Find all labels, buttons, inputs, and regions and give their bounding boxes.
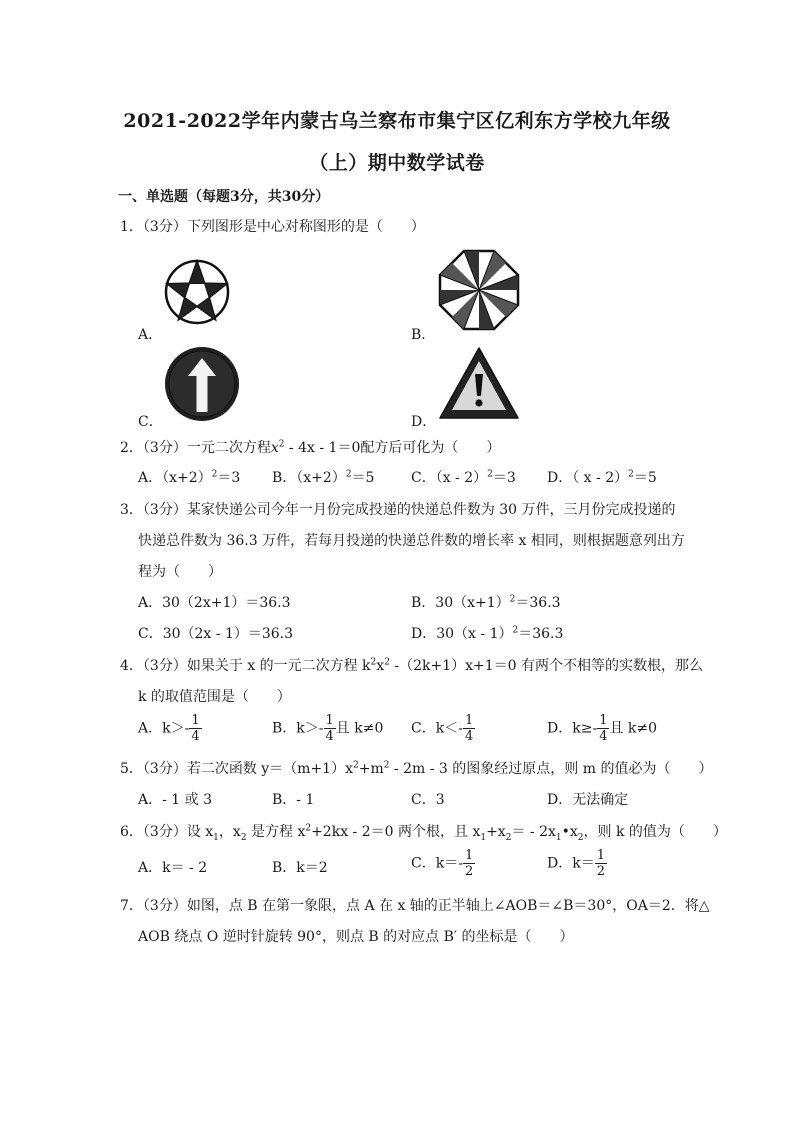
octagon-pinwheel-figure [437,248,521,332]
q4-d-text: D．k≥ [547,720,593,737]
q4-text-end: -（2k+1）x+1＝0 有两个不相等的实数根，那么 [389,658,704,674]
q2-option-d [547,467,657,487]
q6-sub5: 1 [555,832,562,843]
q6-c-fraction [463,848,475,879]
q4-d-post: 且 k≠0 [609,720,658,737]
q6-c-den: 2 [464,864,474,879]
q4-d-fraction [597,713,609,744]
q3-option-d [411,623,563,643]
q3-b-end: ＝36.3 [515,595,561,611]
q4-b-post: 且 k≠0 [335,720,384,737]
q5-stem [120,758,712,778]
q3-b-exp: 2 [509,594,516,605]
q3-b-text: B．30（x+1） [411,595,510,611]
q6-d-den: 2 [596,864,605,879]
q4-b-den: 4 [325,729,334,744]
q6-t6: ＝ - 2x [511,824,556,840]
q4-a-neg: - [184,720,190,737]
q7-line-2: AOB 绕点 O 逆时针旋转 90°，则点 B 的对应点 B′ 的坐标是（ ） [138,929,574,945]
q3-d-exp: 2 [512,625,519,636]
q3-option-c: C．30（2x - 1）＝36.3 [138,626,294,642]
q6-option-a: A．k＝ - 2 [138,860,208,876]
q6-c-text: C．k＝ [411,855,459,872]
q7-line-1: 7．（3分）如图，点 B 在第一象限，点 A 在 x 轴的正半轴上∠AOB＝∠B＝30°，OA＝2．将△ [120,898,710,914]
q6-d-text: D．k＝ [547,855,595,872]
arrow-sign-figure [164,346,240,422]
q6-t2: ，x [218,824,241,840]
q6-sub6: 2 [577,832,584,843]
q4-a-num: 1 [191,713,200,728]
q4-d-neg: - [592,720,598,737]
q5-exp2: 2 [383,760,390,771]
q5-option-c: C．3 [411,792,445,808]
q2-var: x [270,440,279,456]
q4-k-exp: 2 [370,657,377,668]
q6-option-c [411,848,475,879]
section-heading: 一、单选题（每题3分，共30分） [118,189,330,205]
q6-option-d [547,848,607,879]
q4-b-text: B．k＞ [272,720,319,737]
q2-c-exp: 2 [487,469,493,480]
q6-exp: 2 [305,823,312,834]
q6-c-neg: - [458,855,463,872]
q4-text: 4．（3分）如果关于 x 的一元二次方程 k [120,658,371,674]
q2-d-text: D．（ x - 2） [547,470,629,486]
q6-t3: 是方程 x [246,824,306,840]
q3-d-text: D．30（x - 1） [411,626,513,642]
q4-c-den: 4 [464,729,474,744]
q4-line-2: k 的取值范围是（ ） [138,689,291,705]
q4-x-exp: 2 [384,657,390,668]
warning-triangle-figure [438,346,520,420]
q2-stem-end: - 4x - 1＝0配方后可化为（ ） [284,440,501,456]
q6-d-num: 1 [596,848,605,863]
q6-t8: ，则 k 的值为（ ） [583,824,727,840]
q2-a-text: A．（x+2） [138,470,212,486]
q4-a-den: 4 [191,729,200,744]
q3-option-b [411,592,561,612]
q6-c-num: 1 [464,848,474,863]
q2-a-end: ＝3 [217,470,241,486]
q4-b-num: 1 [325,713,334,728]
q4-c-fraction [463,713,475,744]
q2-b-text: B．（x+2） [272,470,346,486]
q2-a-exp: 2 [211,469,218,480]
q6-stem [120,821,727,843]
q1-option-b-label: B． [411,327,436,343]
q6-t4: +2kx - 2＝0 两个根，且 x [311,824,481,840]
q2-d-end: ＝5 [633,470,657,486]
q3-line-1: 3．（3分）某家快递公司今年一月份完成投递的快递总件数为 30 万件，三月份完成投递的 [120,502,676,518]
q6-t7: •x [561,824,578,840]
q4-c-num: 1 [464,713,474,728]
q4-c-text: C．k＜ [411,720,459,737]
q5-mid: +m [358,761,384,777]
q5-option-a: A．- 1 或 3 [138,792,213,808]
q5-text-end: - 2m - 3 的图象经过原点，则 m 的值必为（ ） [389,761,713,777]
q4-a-fraction [189,713,201,744]
q2-d-exp: 2 [628,469,634,480]
q3-line-2: 快递总件数为 36.3 万件，若每月投递的快递总件数的增长率 x 相同，则根据题意列出方 [138,533,685,549]
q4-x: x [376,658,385,674]
q6-sub3: 1 [480,832,487,843]
q2-b-exp: 2 [345,469,352,480]
q2-stem [120,437,500,457]
q6-d-fraction [595,848,607,879]
q4-option-c [411,713,475,744]
q2-c-text: C．（x - 2） [411,470,488,486]
q4-option-a [138,713,202,744]
q1-stem: 1．（3分）下列图形是中心对称图形的是（ ） [120,219,425,235]
q6-t5: +x [486,824,506,840]
q1-option-c-label: C． [138,414,163,430]
q4-option-d [547,713,657,744]
q6-sub2: 2 [240,832,247,843]
q5-option-d: D．无法确定 [547,792,629,808]
q4-b-fraction [324,713,336,744]
q2-b-end: ＝5 [351,470,375,486]
q1-option-d-label: D． [411,414,437,430]
q4-d-den: 4 [599,729,608,744]
q3-option-a: A．30（2x+1）＝36.3 [138,595,291,611]
q4-b-neg: - [318,720,324,737]
q4-d-num: 1 [599,713,608,728]
q2-option-c [411,467,516,487]
q3-line-3: 程为（ ） [138,564,222,580]
q2-c-end: ＝3 [492,470,516,486]
q4-c-neg: - [458,720,463,737]
q2-stem-text: 2．（3分）一元二次方程 [120,440,271,456]
q5-text: 5．（3分）若二次函数 y＝（m+1）x [120,761,353,777]
title-line-1: 2021-2022学年内蒙古乌兰察布市集宁区亿利东方学校九年级 [123,110,671,132]
q4-option-b [272,713,383,744]
q6-sub1: 1 [213,832,219,843]
title-line-2: （上）期中数学试卷 [309,152,485,174]
q5-option-b: B．- 1 [272,792,315,808]
q5-exp1: 2 [352,760,359,771]
q6-sub4: 2 [505,832,512,843]
q4-line-1 [120,655,703,675]
q1-option-a-label: A． [138,327,163,343]
q6-option-b: B．k＝2 [272,860,328,876]
q4-a-text: A．k＞ [138,720,185,737]
q6-t1: 6．（3分）设 x [120,824,214,840]
q3-d-end: ＝36.3 [518,626,564,642]
q2-exp: 2 [278,439,285,450]
star-circle-figure [164,254,230,330]
q2-option-b [272,467,374,487]
q2-option-a [138,467,240,487]
